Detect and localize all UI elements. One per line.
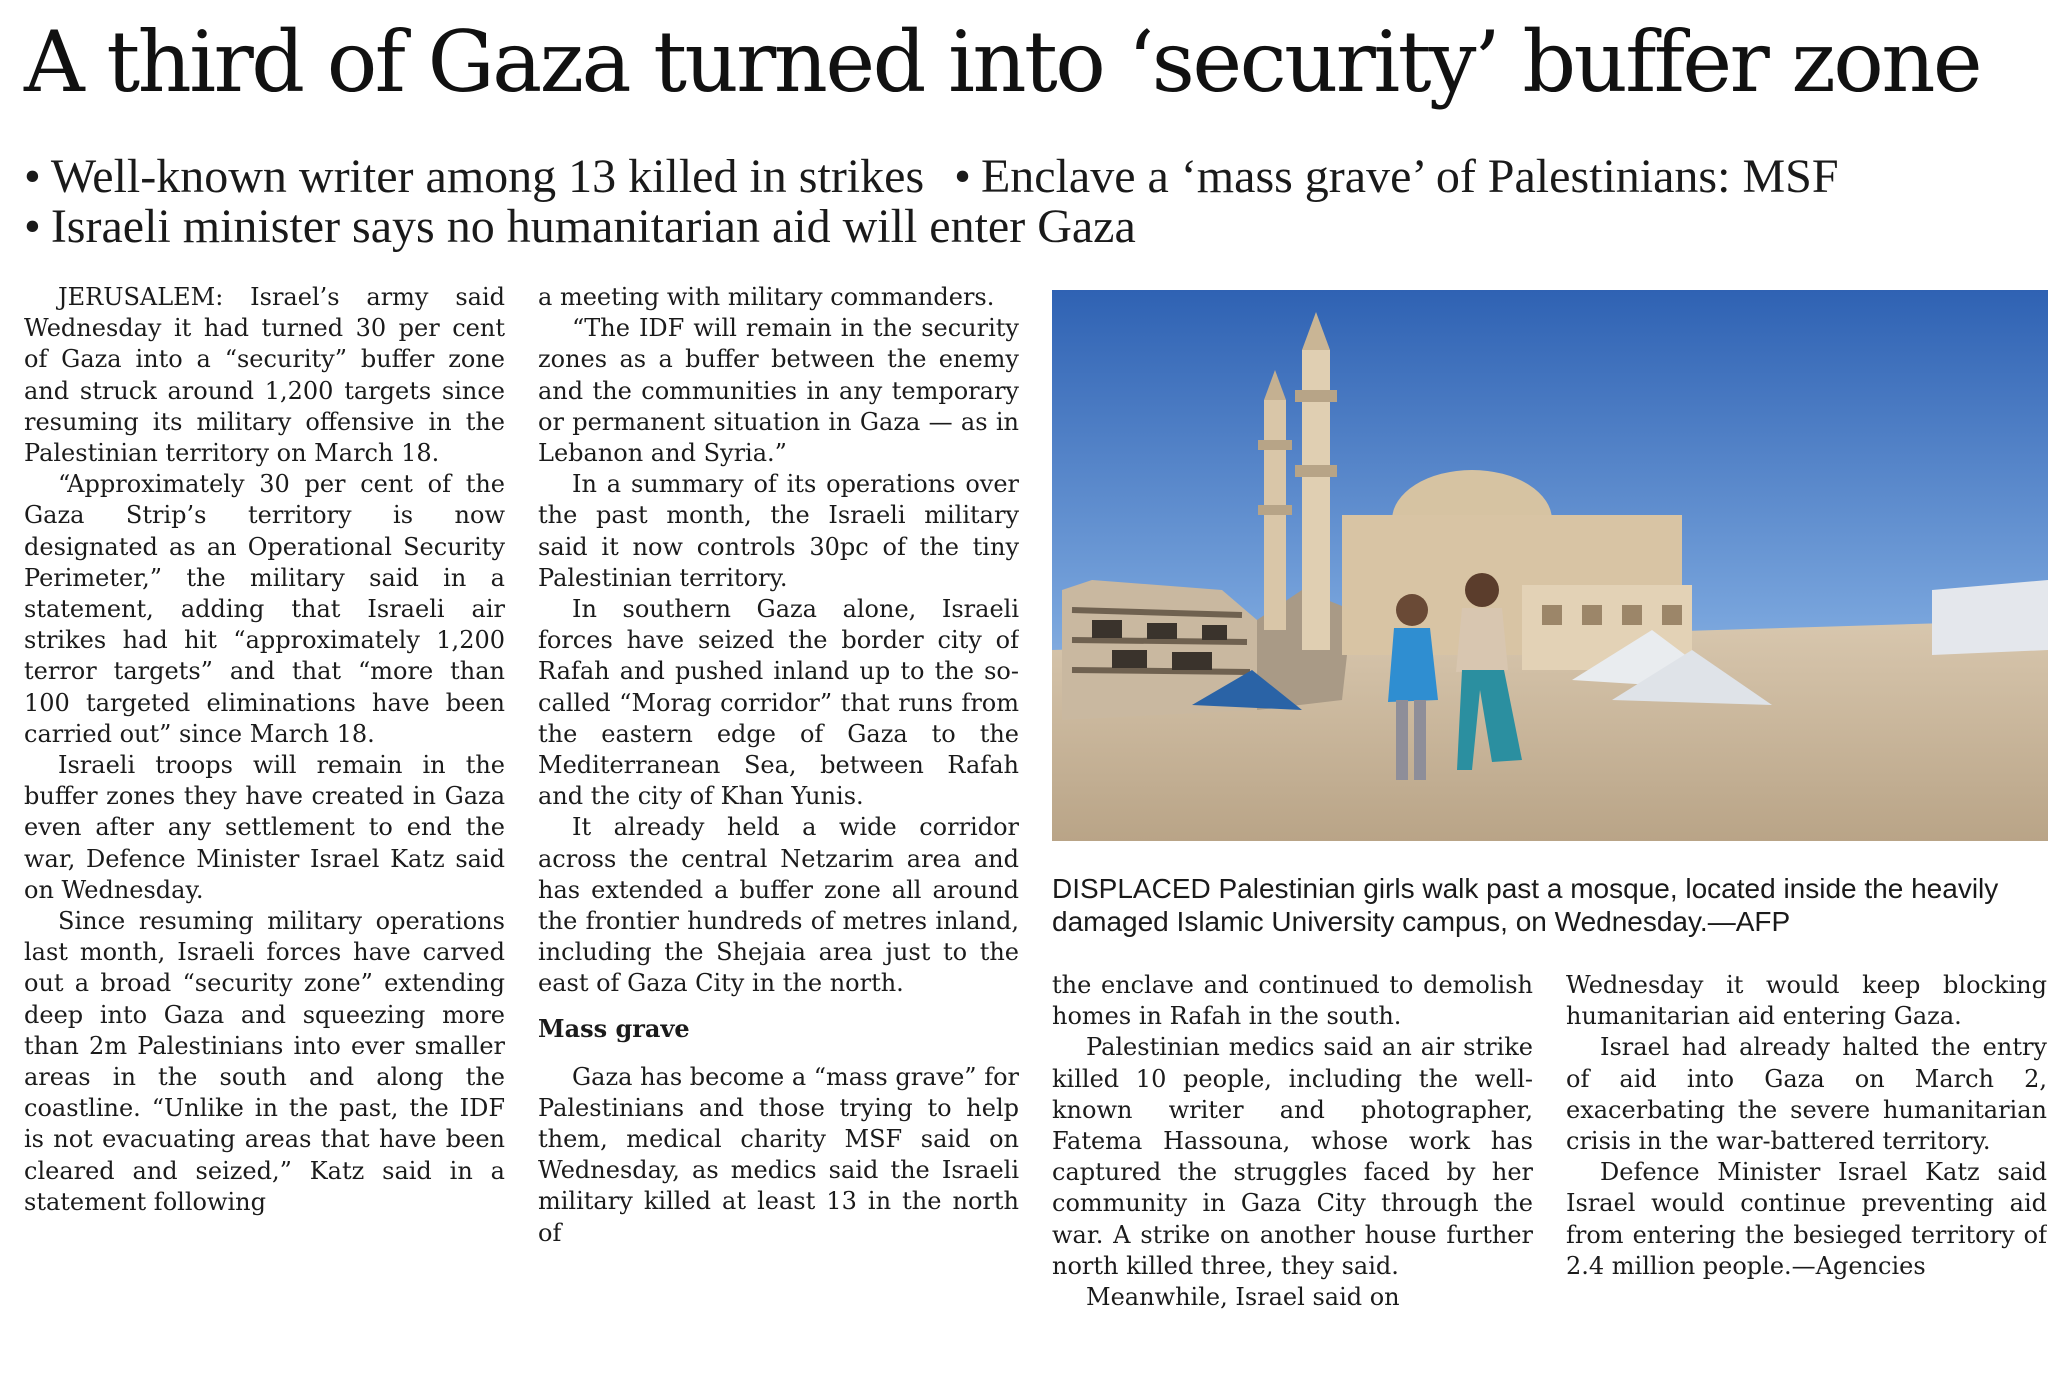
paragraph: Meanwhile, Israel said on — [1086, 1283, 1400, 1312]
paragraph: JERUSALEM: Israel’s army said Wednesday it had turned 30 per cent of Gaza into a “security” buffer zone and struck around 1,200 targets since resuming its military offensive in the Palestinian territory on March 18. — [24, 283, 505, 468]
deck-line-2 — [24, 202, 2044, 252]
paragraph: “Approximately 30 per cent of the Gaza Strip’s territory is now designated as an Operational Security Perimeter,” the military said in a statement, adding that Israeli air strikes had hit “approximately 1,200 terror targets” and that “more than 100 targeted eliminations have been carried out” since March 18. — [24, 470, 505, 748]
article-column-3 — [1052, 970, 1533, 1386]
deck-line-1 — [24, 152, 2044, 202]
deck-item-no-aid: Israeli minister says no humanitarian aid will enter Gaza — [50, 200, 1136, 253]
paragraph: In southern Gaza alone, Israeli forces have seized the border city of Rafah and pushed inland up to the so-called “Morag corridor” that runs from the eastern edge of Gaza to the Mediterranean Sea, between Rafah and the city of Khan Yunis. — [538, 595, 1019, 811]
paragraph: Israel had already halted the entry of aid into Gaza on March 2, exacerbating the severe humanitarian crisis in the war-battered territory. — [1566, 1033, 2047, 1156]
bullet: • — [24, 200, 41, 253]
paragraph: In a summary of its operations over the past month, the Israeli military said it now controls 30pc of the tiny Palestinian territory. — [538, 470, 1019, 592]
paragraph-continued: Wednesday it would keep blocking humanitarian aid entering Gaza. — [1566, 971, 2047, 1031]
paragraph: “The IDF will remain in the security zones as a buffer between the enemy and the communities in any temporary or permanent situation in Gaza — as in Lebanon and Syria.” — [538, 314, 1019, 468]
news-photo — [1052, 290, 2048, 841]
paragraph: Defence Minister Israel Katz said Israel would continue preventing aid from entering the besieged territory of 2.4 million people.—Agencies — [1566, 1158, 2047, 1280]
paragraph: Gaza has become a “mass grave” for Palestinians and those trying to help them, medical charity MSF said on Wednesday, as medics said the Israeli military killed at least 13 in the north of — [538, 1062, 1019, 1247]
paragraph: Israeli troops will remain in the buffer zones they have created in Gaza even after any settlement to end the war, Defence Minister Israel Katz said on Wednesday. — [24, 751, 505, 904]
article-column-2 — [538, 282, 1019, 1386]
bullet: • — [24, 150, 41, 203]
deck-item-writer-killed: Well-known writer among 13 killed in strikes — [50, 150, 925, 203]
paragraph: Palestinian medics said an air strike killed 10 people, including the well-known writer and photographer, Fatema Hassouna, whose work has captured the struggles faced by her community in Gaza City through the war. A strike on another house further north killed three, they said. — [1052, 1033, 1533, 1280]
bullet: • — [954, 150, 971, 203]
headline: A third of Gaza turned into ‘security’ buffer zone — [24, 13, 1981, 111]
paragraph: Since resuming military operations last month, Israeli forces have carved out a broad “security zone” extending deep into Gaza and squeezing more than 2m Palestinians into ever smaller areas in the south and along the coastline. “Unlike in the past, the IDF is not evacuating areas that have been cleared and seized,” Katz said in a statement following — [24, 907, 505, 1216]
article-column-4 — [1566, 970, 2047, 1386]
deck-item-mass-grave: Enclave a ‘mass grave’ of Palestinians: MSF — [980, 150, 1839, 203]
paragraph: It already held a wide corridor across the central Netzarim area and has extended a buffer zone all around the frontier hundreds of metres inland, including the Shejaia area just to the east of Gaza City in the north. — [538, 813, 1019, 998]
mosque-photo-illustration — [1052, 290, 2048, 841]
photo-caption: DISPLACED Palestinian girls walk past a mosque, located inside the heavily damaged Islamic University campus, on Wednesday.—AFP — [1052, 873, 1999, 937]
paragraph-continued: the enclave and continued to demolish homes in Rafah in the south. — [1052, 971, 1533, 1031]
article-column-1 — [24, 282, 505, 1386]
subheading: Mass grave — [538, 1013, 690, 1043]
paragraph-continued: a meeting with military commanders. — [538, 283, 995, 311]
deck — [24, 152, 2044, 252]
